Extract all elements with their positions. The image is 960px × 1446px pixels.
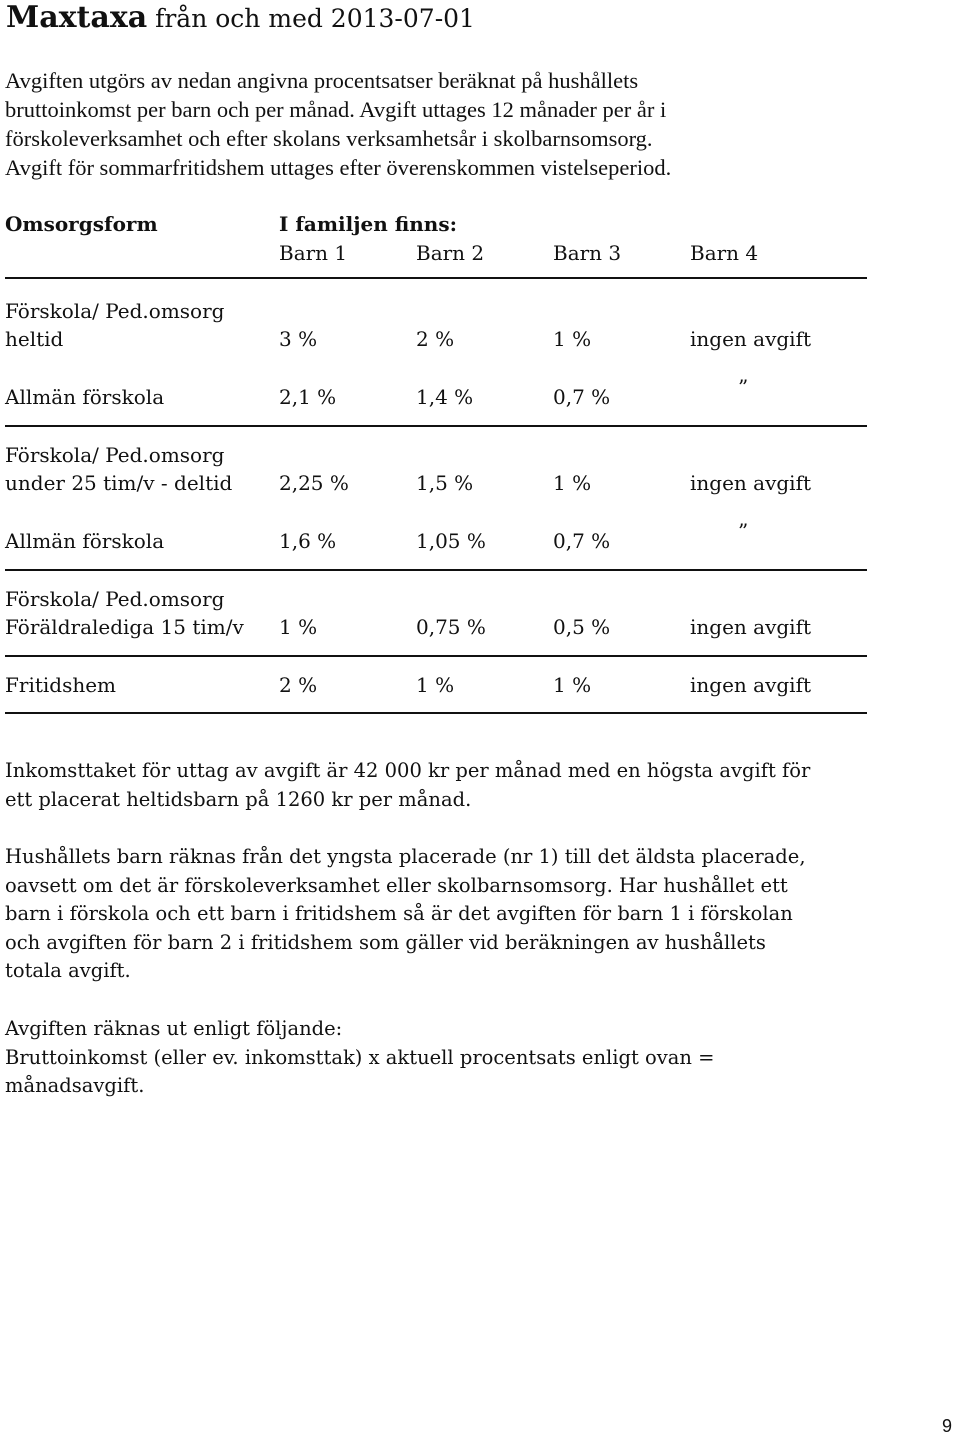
income-cap-paragraph: [5, 757, 810, 814]
page-title-bold: Maxtaxa: [6, 0, 148, 35]
cell-barn-4: ingen avgift: [690, 673, 812, 697]
page-number: 9: [941, 1416, 952, 1436]
paragraph-line: och avgiften för barn 2 i fritidshem som gäller vid beräkningen av hushållets: [5, 930, 766, 954]
cell-barn-3: 0,5 %: [553, 615, 611, 639]
row-label-category: Förskola/ Ped.omsorg: [5, 299, 225, 323]
divider: [5, 712, 867, 714]
divider: [5, 569, 867, 571]
divider: [5, 425, 867, 427]
calculation-paragraph: [5, 1015, 714, 1101]
cell-barn-2: 1 %: [416, 673, 455, 697]
cell-barn-3: 0,7 %: [553, 529, 611, 553]
cell-barn-1: 1,6 %: [279, 529, 337, 553]
cell-barn-2: 1,4 %: [416, 385, 474, 409]
cell-barn-1: 2 %: [279, 673, 318, 697]
intro-line: Avgift för sommarfritidshem uttages efter överenskommen vistelseperiod.: [5, 155, 672, 180]
paragraph-line: Hushållets barn räknas från det yngsta placerade (nr 1) till det äldsta placerade,: [5, 845, 806, 868]
cell-barn-1: 2,1 %: [279, 385, 337, 409]
page-title: [6, 0, 475, 37]
ditto-mark: ”: [738, 375, 749, 399]
header-familjen: I familjen finns:: [279, 212, 457, 236]
paragraph-line: Inkomsttaket för uttag av avgift är 42 000 kr per månad med en högsta avgift för: [5, 759, 811, 782]
header-barn-3: Barn 3: [553, 241, 622, 265]
header-barn-4: Barn 4: [690, 241, 759, 265]
cell-barn-1: 3 %: [279, 327, 318, 351]
children-order-paragraph: [5, 843, 806, 986]
cell-barn-1: 1 %: [279, 615, 318, 639]
paragraph-line: Avgiften räknas ut enligt följande:: [5, 1017, 343, 1040]
header-barn-1: Barn 1: [279, 241, 348, 265]
paragraph-line: oavsett om det är förskoleverksamhet eller skolbarnsomsorg. Har hushållet ett: [5, 873, 788, 897]
page-title-date: från och med 2013-07-01: [147, 4, 475, 33]
cell-barn-4: ingen avgift: [690, 471, 812, 495]
intro-line: bruttoinkomst per barn och per månad. Avgift uttages 12 månader per år i: [5, 97, 667, 122]
cell-barn-2: 1,05 %: [416, 529, 486, 553]
divider: [5, 277, 867, 279]
header-barn-2: Barn 2: [416, 241, 485, 265]
intro-line: Avgiften utgörs av nedan angivna procentsatser beräknat på hushållets: [5, 68, 639, 93]
row-label: Fritidshem: [5, 673, 117, 697]
ditto-mark: ”: [738, 519, 749, 543]
paragraph-line: barn i förskola och ett barn i fritidshem så är det avgiften för barn 1 i förskolan: [5, 902, 793, 925]
row-label: under 25 tim/v - deltid: [5, 471, 233, 495]
cell-barn-4: ingen avgift: [690, 327, 812, 351]
paragraph-line: Bruttoinkomst (eller ev. inkomsttak) x aktuell procentsats enligt ovan =: [5, 1045, 715, 1069]
intro-line: förskoleverksamhet och efter skolans verksamhetsår i skolbarnsomsorg.: [5, 126, 653, 151]
cell-barn-3: 0,7 %: [553, 385, 611, 409]
row-label-category: Förskola/ Ped.omsorg: [5, 587, 225, 611]
cell-barn-4: ingen avgift: [690, 615, 812, 639]
row-label: Föräldralediga 15 tim/v: [5, 615, 244, 639]
cell-barn-3: 1 %: [553, 327, 592, 351]
row-label-category: Förskola/ Ped.omsorg: [5, 443, 225, 467]
row-label: Allmän förskola: [5, 385, 165, 409]
cell-barn-2: 1,5 %: [416, 471, 474, 495]
row-label: heltid: [5, 327, 64, 351]
divider: [5, 655, 867, 657]
header-omsorgsform: Omsorgsform: [5, 212, 158, 236]
cell-barn-2: 2 %: [416, 327, 455, 351]
row-label: Allmän förskola: [5, 529, 165, 553]
cell-barn-2: 0,75 %: [416, 615, 486, 639]
paragraph-line: månadsavgift.: [5, 1074, 145, 1097]
cell-barn-3: 1 %: [553, 471, 592, 495]
cell-barn-1: 2,25 %: [279, 471, 349, 495]
paragraph-line: totala avgift.: [5, 959, 131, 982]
intro-paragraph: [5, 66, 945, 182]
paragraph-line: ett placerat heltidsbarn på 1260 kr per månad.: [5, 787, 472, 811]
cell-barn-3: 1 %: [553, 673, 592, 697]
